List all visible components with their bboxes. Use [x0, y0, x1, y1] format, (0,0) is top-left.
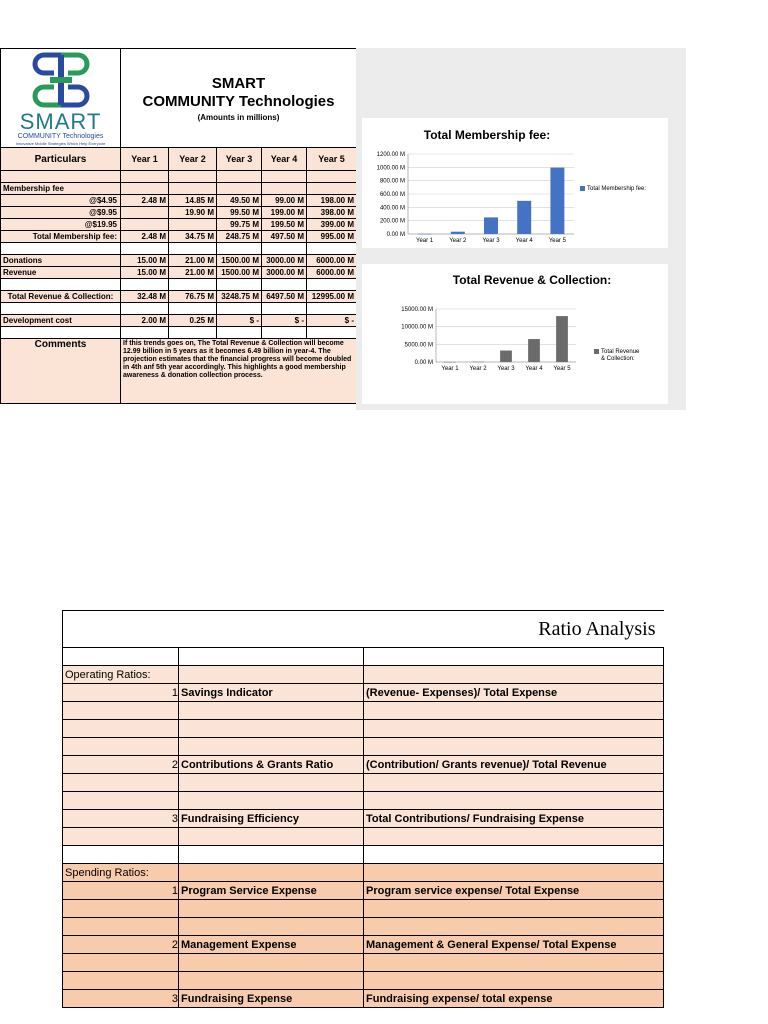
company-title-line2: COMMUNITY Technologies: [142, 92, 335, 110]
ratio-number: [63, 918, 179, 936]
section-label: Spending Ratios:: [63, 864, 179, 882]
chart-title: Total Revenue & Collection:: [452, 273, 612, 287]
table-row: [63, 648, 664, 666]
ratio-number: 3: [63, 990, 179, 1008]
table-cell: 199.00 M: [262, 207, 307, 219]
ratio-number: [63, 972, 179, 990]
ratio-formula: [364, 954, 664, 972]
ratio-name: [179, 666, 364, 684]
year-header: Year 2: [169, 148, 217, 171]
x-tick-label: Year 4: [515, 238, 533, 244]
y-tick-label: 1000.00 M: [376, 165, 405, 172]
table-row: [63, 738, 664, 756]
table-cell: 398.00 M: [307, 207, 357, 219]
table-cell: 3000.00 M: [262, 255, 307, 267]
section-label: Operating Ratios:: [63, 666, 179, 684]
table-cell: 6000.00 M: [307, 255, 357, 267]
y-tick-label: 10000.00 M: [401, 324, 433, 331]
ratio-name: [179, 954, 364, 972]
year-header: Year 4: [262, 148, 307, 171]
ratio-formula: [364, 846, 664, 864]
bar: [451, 232, 465, 234]
table-row: [1, 183, 357, 195]
ratio-number: [63, 846, 179, 864]
table-row: [63, 702, 664, 720]
row-label: @$4.95: [1, 195, 121, 207]
revenue-collection-chart: [362, 264, 668, 404]
table-cell: 99.50 M: [217, 207, 262, 219]
y-tick-label: 0.00 M: [414, 360, 433, 366]
ratio-name: Fundraising Efficiency: [179, 810, 364, 828]
x-tick-label: Year 4: [525, 366, 543, 372]
ratio-number: 2: [63, 756, 179, 774]
smart-logo-icon: [30, 51, 92, 109]
table-row: [63, 810, 664, 828]
ratio-number: [63, 648, 179, 666]
bar: [444, 362, 456, 363]
table-cell: [121, 219, 169, 231]
table-row: [63, 882, 664, 900]
ratio-name: [179, 774, 364, 792]
ratio-name: Savings Indicator: [179, 684, 364, 702]
table-cell: 3248.75 M: [217, 291, 262, 303]
bar: [500, 351, 512, 362]
ratio-formula: Program service expense/ Total Expense: [364, 882, 664, 900]
ratio-formula: Total Contributions/ Fundraising Expense: [364, 810, 664, 828]
company-subtitle: (Amounts in millions): [197, 112, 280, 122]
legend-swatch: [594, 349, 599, 354]
table-cell: $ -: [217, 315, 262, 327]
comments-text: If this trends goes on, The Total Revenue & Collection will become 12.99 billion in 5 years as it becomes 6.49 billion in year-4. The projection estimates that the financial progress will become doubled in 4th anf 5th year accordingly. This highlights a good membership awareness & donation collection process.: [121, 339, 357, 404]
table-cell: 1500.00 M: [217, 255, 262, 267]
ratio-formula: Management & General Expense/ Total Expense: [364, 936, 664, 954]
x-tick-label: Year 2: [469, 366, 487, 372]
bar: [556, 316, 568, 362]
table-row: [63, 828, 664, 846]
chart-panel: [356, 48, 686, 410]
ratio-number: [63, 774, 179, 792]
ratio-number: [63, 900, 179, 918]
x-tick-label: Year 1: [416, 238, 434, 244]
table-row: [63, 774, 664, 792]
table-cell: 99.75 M: [217, 219, 262, 231]
table-row: [63, 846, 664, 864]
ratio-formula: [364, 720, 664, 738]
row-label: @$19.95: [1, 219, 121, 231]
table-row: [1, 219, 357, 231]
table-cell: 99.00 M: [262, 195, 307, 207]
x-tick-label: Year 5: [548, 238, 566, 244]
ratio-name: [179, 900, 364, 918]
table-cell: 21.00 M: [169, 255, 217, 267]
bar: [418, 234, 432, 235]
particulars-header: Particulars: [1, 148, 121, 171]
ratio-formula: [364, 648, 664, 666]
ratio-analysis-title: Ratio Analysis: [63, 611, 664, 648]
table-cell: 15.00 M: [121, 267, 169, 279]
ratio-formula: [364, 738, 664, 756]
x-tick-label: Year 3: [482, 238, 500, 244]
ratio-formula: [364, 666, 664, 684]
logo-subtitle: COMMUNITY Technologies: [17, 132, 104, 140]
table-cell: 2.00 M: [121, 315, 169, 327]
ratio-name: [179, 720, 364, 738]
y-tick-label: 15000.00 M: [401, 307, 433, 313]
row-label: Development cost: [1, 315, 121, 327]
table-row: [63, 936, 664, 954]
y-tick-label: 600.00 M: [379, 192, 405, 198]
row-label: Total Revenue & Collection:: [1, 291, 121, 303]
table-cell: 49.50 M: [217, 195, 262, 207]
blank-row: [1, 171, 357, 183]
company-logo-cell: [1, 49, 121, 148]
y-tick-label: 5000.00 M: [404, 342, 433, 349]
ratio-number: [63, 954, 179, 972]
company-title-cell: [121, 49, 357, 148]
section-header-row: [63, 864, 664, 882]
table-row: [1, 207, 357, 219]
table-cell: 399.00 M: [307, 219, 357, 231]
table-cell: 995.00 M: [307, 231, 357, 243]
ratio-number: 1: [63, 684, 179, 702]
legend-label-line2: & Collection:: [601, 356, 635, 362]
blank-row: [1, 327, 357, 339]
table-cell: 497.50 M: [262, 231, 307, 243]
ratio-formula: [364, 702, 664, 720]
membership-fee-chart: [362, 118, 668, 248]
year-header: Year 1: [121, 148, 169, 171]
x-tick-label: Year 2: [449, 238, 467, 244]
table-cell: $ -: [262, 315, 307, 327]
table-row: [63, 792, 664, 810]
ratio-formula: [364, 792, 664, 810]
ratio-formula: [364, 918, 664, 936]
chart-title: Total Membership fee:: [423, 128, 551, 142]
table-row: [63, 990, 664, 1008]
x-tick-label: Year 1: [441, 366, 459, 372]
x-tick-label: Year 3: [497, 366, 515, 372]
table-row: [1, 195, 357, 207]
y-tick-label: 200.00 M: [379, 218, 405, 225]
ratio-formula: [364, 864, 664, 882]
table-row: [63, 720, 664, 738]
ratio-name: [179, 738, 364, 756]
row-label: @$9.95: [1, 207, 121, 219]
company-title-line1: SMART: [211, 74, 266, 92]
y-tick-label: 800.00 M: [379, 178, 405, 185]
ratio-name: [179, 918, 364, 936]
table-row: [1, 231, 357, 243]
ratio-name: [179, 648, 364, 666]
legend-swatch: [580, 186, 585, 191]
ratio-number: [63, 792, 179, 810]
row-label: Revenue: [1, 267, 121, 279]
table-cell: 32.48 M: [121, 291, 169, 303]
bar: [528, 339, 540, 362]
ratio-number: [63, 828, 179, 846]
table-cell: 6000.00 M: [307, 267, 357, 279]
table-row: [1, 255, 357, 267]
y-tick-label: 400.00 M: [379, 205, 405, 212]
x-tick-label: Year 5: [553, 366, 571, 372]
bar: [484, 217, 498, 234]
y-tick-label: 1200.00 M: [376, 152, 405, 158]
table-cell: 248.75 M: [217, 231, 262, 243]
ratio-name: Program Service Expense: [179, 882, 364, 900]
table-cell: 198.00 M: [307, 195, 357, 207]
blank-row: [1, 279, 357, 291]
table-cell: [121, 207, 169, 219]
table-cell: 1500.00 M: [217, 267, 262, 279]
row-label: Total Membership fee:: [1, 231, 121, 243]
table-cell: 34.75 M: [169, 231, 217, 243]
table-cell: 15.00 M: [121, 255, 169, 267]
section-header-row: [63, 666, 664, 684]
ratio-name: Contributions & Grants Ratio: [179, 756, 364, 774]
logo-tagline: Innovative Mobile Strategies Which Help Everyone: [15, 140, 106, 146]
table-row: [63, 756, 664, 774]
ratio-number: [63, 720, 179, 738]
table-cell: 76.75 M: [169, 291, 217, 303]
table-row: [63, 918, 664, 936]
table-row: [63, 954, 664, 972]
table-cell: 14.85 M: [169, 195, 217, 207]
table-cell: 6497.50 M: [262, 291, 307, 303]
bar: [472, 362, 484, 363]
table-row: [1, 291, 357, 303]
ratio-name: Management Expense: [179, 936, 364, 954]
company-logo: [3, 49, 118, 147]
table-cell: 2.48 M: [121, 195, 169, 207]
ratio-number: 3: [63, 810, 179, 828]
ratio-number: [63, 702, 179, 720]
ratio-formula: (Revenue- Expenses)/ Total Expense: [364, 684, 664, 702]
comments-row: [1, 339, 357, 404]
ratio-name: [179, 972, 364, 990]
ratio-name: [179, 864, 364, 882]
ratio-number: 2: [63, 936, 179, 954]
comments-label: Comments: [1, 339, 121, 404]
financial-summary-table: [0, 48, 357, 404]
ratio-name: [179, 702, 364, 720]
table-cell: 199.50 M: [262, 219, 307, 231]
table-cell: 2.48 M: [121, 231, 169, 243]
logo-word: SMART: [19, 108, 102, 134]
ratio-name: [179, 792, 364, 810]
ratio-name: [179, 828, 364, 846]
year-header: Year 3: [217, 148, 262, 171]
table-cell: $ -: [307, 315, 357, 327]
table-cell: 19.90 M: [169, 207, 217, 219]
bar: [550, 168, 564, 234]
bar: [517, 201, 531, 234]
table-cell: [169, 219, 217, 231]
row-label: Membership fee: [1, 183, 121, 195]
ratio-formula: [364, 828, 664, 846]
ratio-formula: Fundraising expense/ total expense: [364, 990, 664, 1008]
year-header: Year 5: [307, 148, 357, 171]
table-row: [63, 900, 664, 918]
row-label: Donations: [1, 255, 121, 267]
ratio-number: 1: [63, 882, 179, 900]
blank-row: [1, 303, 357, 315]
legend-label: Total Membership fee:: [587, 186, 647, 192]
table-row: [63, 684, 664, 702]
legend-label: Total Revenue & Collection:: [601, 349, 640, 362]
ratio-formula: [364, 972, 664, 990]
blank-row: [1, 243, 357, 255]
ratio-analysis-table: [62, 610, 664, 1008]
y-tick-label: 0.00 M: [386, 232, 405, 238]
ratio-number: [63, 738, 179, 756]
ratio-name: [179, 846, 364, 864]
table-cell: 0.25 M: [169, 315, 217, 327]
membership-fee-chart-svg: [362, 118, 668, 248]
ratio-formula: [364, 774, 664, 792]
revenue-collection-chart-svg: [362, 264, 668, 404]
ratio-name: Fundraising Expense: [179, 990, 364, 1008]
ratio-formula: [364, 900, 664, 918]
table-row: [1, 267, 357, 279]
table-cell: 3000.00 M: [262, 267, 307, 279]
table-row: [63, 972, 664, 990]
table-row: [1, 315, 357, 327]
table-cell: 21.00 M: [169, 267, 217, 279]
table-cell: 12995.00 M: [307, 291, 357, 303]
ratio-formula: (Contribution/ Grants revenue)/ Total Revenue: [364, 756, 664, 774]
